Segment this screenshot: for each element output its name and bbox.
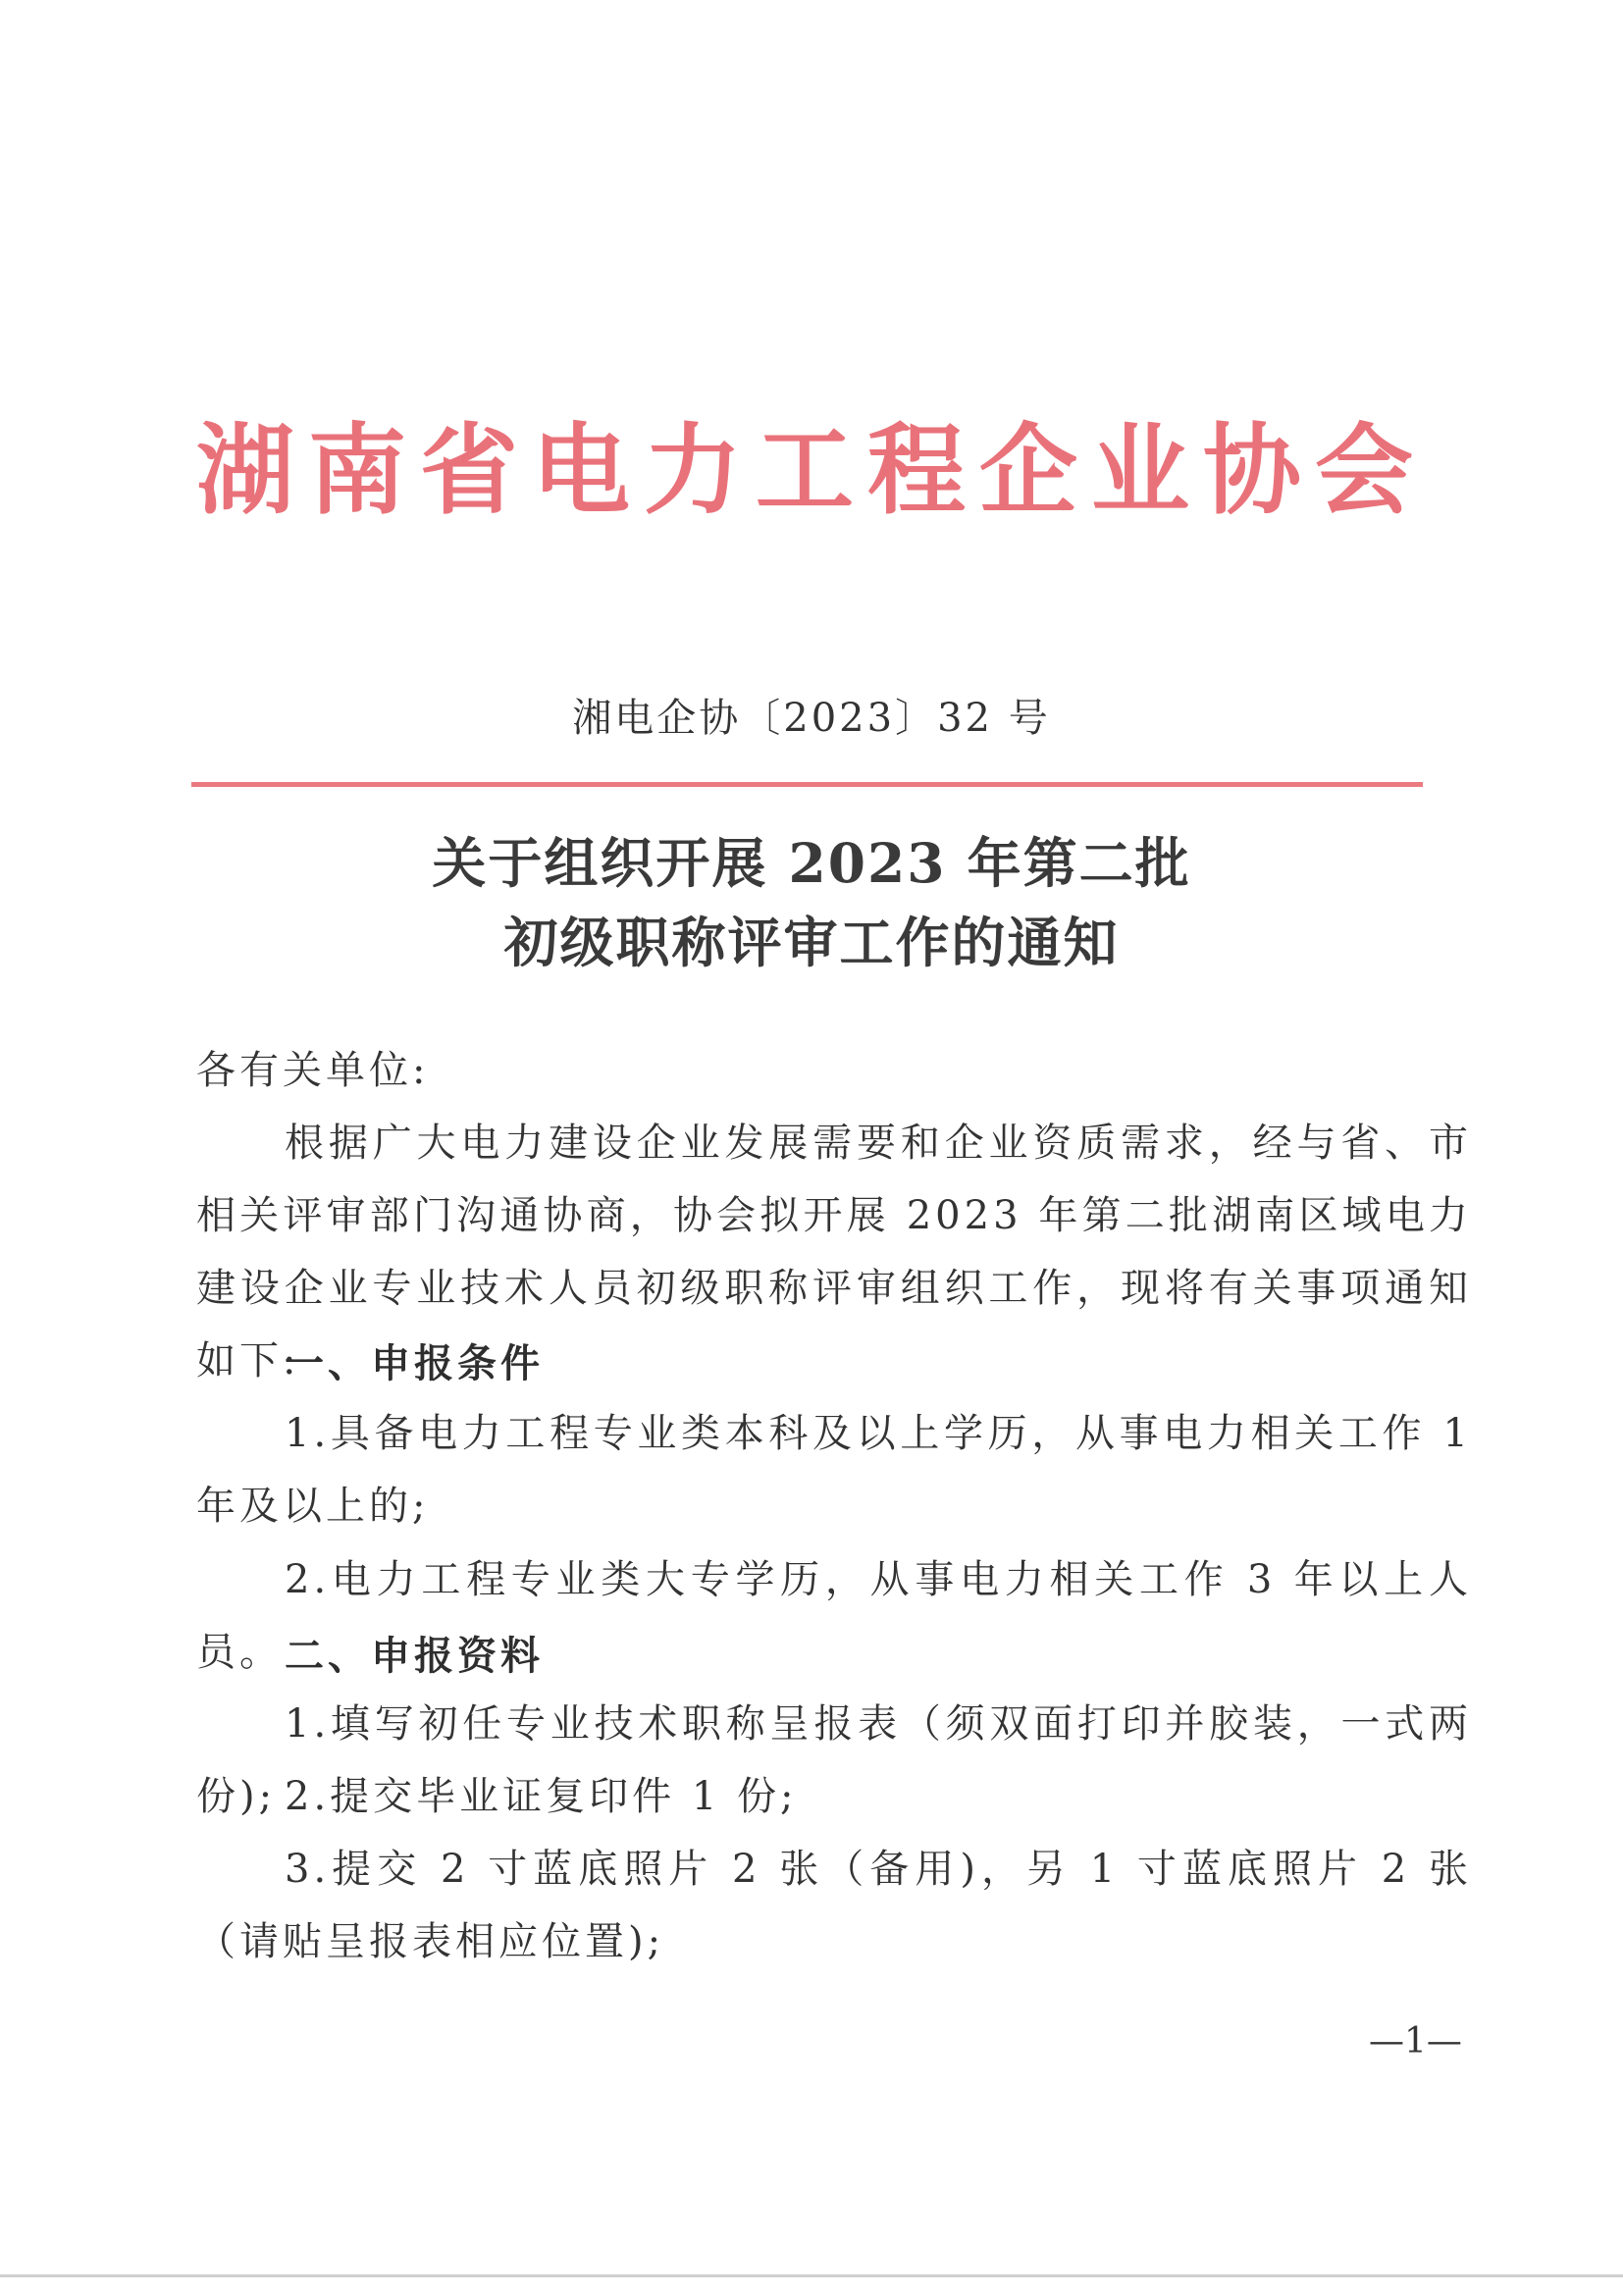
section-heading-materials: 二、申报资料 — [285, 1634, 544, 1679]
scan-edge-line — [0, 2274, 1623, 2277]
condition-item-2: 2.电力工程专业类大专学历，从事电力相关工作 3 年以上人员。 — [196, 1557, 1472, 1675]
material-item-2: 2.提交毕业证复印件 1 份; — [285, 1774, 798, 1819]
document-number: 湘电企协〔2023〕32 号 — [572, 696, 1051, 741]
material-item-3: 3.提交 2 寸蓝底照片 2 张（备用)，另 1 寸蓝底照片 2 张（请贴呈报表相应位置); — [196, 1847, 1472, 1964]
header-divider — [191, 782, 1423, 787]
organization-header: 湖南省电力工程企业协会 — [196, 413, 1427, 528]
salutation: 各有关单位: — [196, 1048, 430, 1093]
notice-title-line-2: 初级职称评审工作的通知 — [503, 911, 1120, 974]
condition-item-1: 1.具备电力工程专业类本科及以上学历，从事电力相关工作 1 年及以上的; — [196, 1411, 1472, 1529]
material-item-1: 1.填写初任专业技术职称呈报表（须双面打印并胶装，一式两份); — [196, 1701, 1472, 1819]
notice-title-line-1: 关于组织开展 2023 年第二批 — [432, 831, 1191, 895]
section-heading-conditions: 一、申报条件 — [285, 1341, 544, 1386]
intro-paragraph: 根据广大电力建设企业发展需要和企业资质需求，经与省、市相关评审部门沟通协商，协会拟开展 2023 年第二批湖南区域电力建设企业专业技术人员初级职称评审组织工作，现将有关事项通知如下: — [196, 1121, 1472, 1383]
page-number: —1— — [1369, 2021, 1462, 2061]
